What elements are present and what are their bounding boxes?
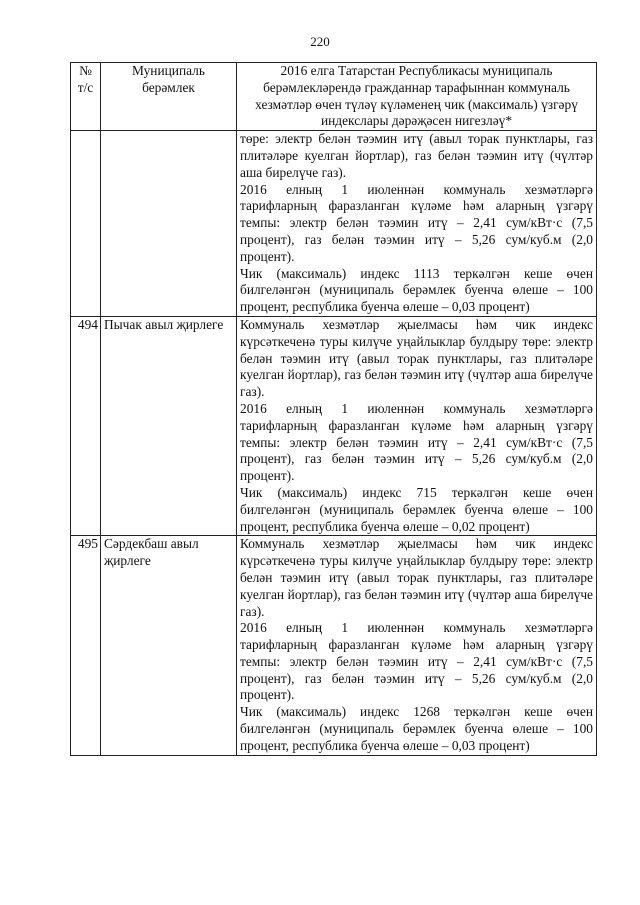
row-description — [237, 131, 597, 317]
row-municipality: Пычак авыл җирлеге — [101, 316, 237, 535]
row-description — [237, 316, 597, 535]
row-paragraph: Чик (максималь) индекс 1268 теркәлгән кеше өчен билгеләнгән (муниципаль берәмлек буенча өлеше – 100 процент, республика буенча өлеше – 0,03 процент) — [240, 704, 593, 753]
row-paragraph: 2016 елның 1 июленнән коммуналь хезмәтләргә тарифларның фаразланган күләме һәм аларның үзгәрү темпы: электр белән тәэмин итү – 2,41 сум/кВт·с (7,5 процент), газ белән тәэмин итү – 5,26 сум/куб.м (2,0 процент). — [240, 620, 593, 703]
row-paragraph: 2016 елның 1 июленнән коммуналь хезмәтләргә тарифларның фаразланган күләме һәм аларның үзгәрү темпы: электр белән тәэмин итү – 2,41 сум/кВт·с (7,5 процент), газ белән тәэмин итү – 5,26 сум/куб.м (2,0 процент). — [240, 400, 593, 484]
row-paragraph: 2016 елның 1 июленнән коммуналь хезмәтләргә тарифларның фаразланган күләме һәм аларның үзгәрү темпы: электр белән тәэмин итү – 2,41 сум/кВт·с (7,5 процент), газ белән тәэмин итү – 5,26 сум/куб.м (2,0 процент). — [240, 181, 593, 264]
row-num: 494 — [71, 316, 101, 535]
header-description: 2016 елга Татарстан Республикасы муниципаль берәмлекләрендә гражданнар тарафыннан коммуналь хезмәтләр өчен түләү күләменең чик (максималь) үзгәрү индекслары дәрәҗәсен нигезләү* — [237, 63, 597, 131]
row-municipality — [101, 131, 237, 317]
page-number: 220 — [310, 34, 330, 49]
row-paragraph: Коммуналь хезмәтләр җыелмасы һәм чик индекс күрсәткеченә туры килүче уңайлыклар булдыру төре: электр белән тәэмин итү (авыл торак пунктлары, газ плитәләре куелган йортлар), газ белән тәэмин итү (чүлтәр аша бирелүче газ). — [240, 316, 593, 400]
indices-table — [70, 62, 597, 756]
table-header-row — [71, 63, 597, 131]
row-description — [237, 536, 597, 755]
header-num: № т/с — [71, 63, 101, 131]
table-row — [71, 536, 597, 755]
row-municipality: Сәрдекбаш авыл җирлеге — [101, 536, 237, 755]
row-paragraph: төре: электр белән тәэмин итү (авыл торак пунктлары, газ плитәләре куелган йортлар), газ белән тәэмин итү (чүлтәр аша бирелүче газ). — [240, 131, 593, 180]
row-paragraph: Коммуналь хезмәтләр җыелмасы һәм чик индекс күрсәткеченә туры килүче уңайлыклар булдыру төре: электр белән тәэмин итү (авыл торак пунктлары, газ плитәләре куелган йортлар), газ белән тәэмин итү (чүлтәр аша бирелүче газ). — [240, 536, 593, 619]
row-paragraph: Чик (максималь) индекс 1113 теркәлгән кеше өчен билгеләнгән (муниципаль берәмлек буенча өлеше – 100 процент, республика буенча өлеше – 0,03 процент) — [240, 265, 593, 315]
header-municipality: Муниципаль берәмлек — [101, 63, 237, 131]
row-num — [71, 131, 101, 317]
row-paragraph: Чик (максималь) индекс 715 теркәлгән кеше өчен билгеләнгән (муниципаль берәмлек буенча өлеше – 100 процент, республика буенча өлеше – 0,02 процент) — [240, 484, 593, 534]
row-num: 495 — [71, 536, 101, 755]
table-row — [71, 316, 597, 535]
table-row — [71, 131, 597, 317]
